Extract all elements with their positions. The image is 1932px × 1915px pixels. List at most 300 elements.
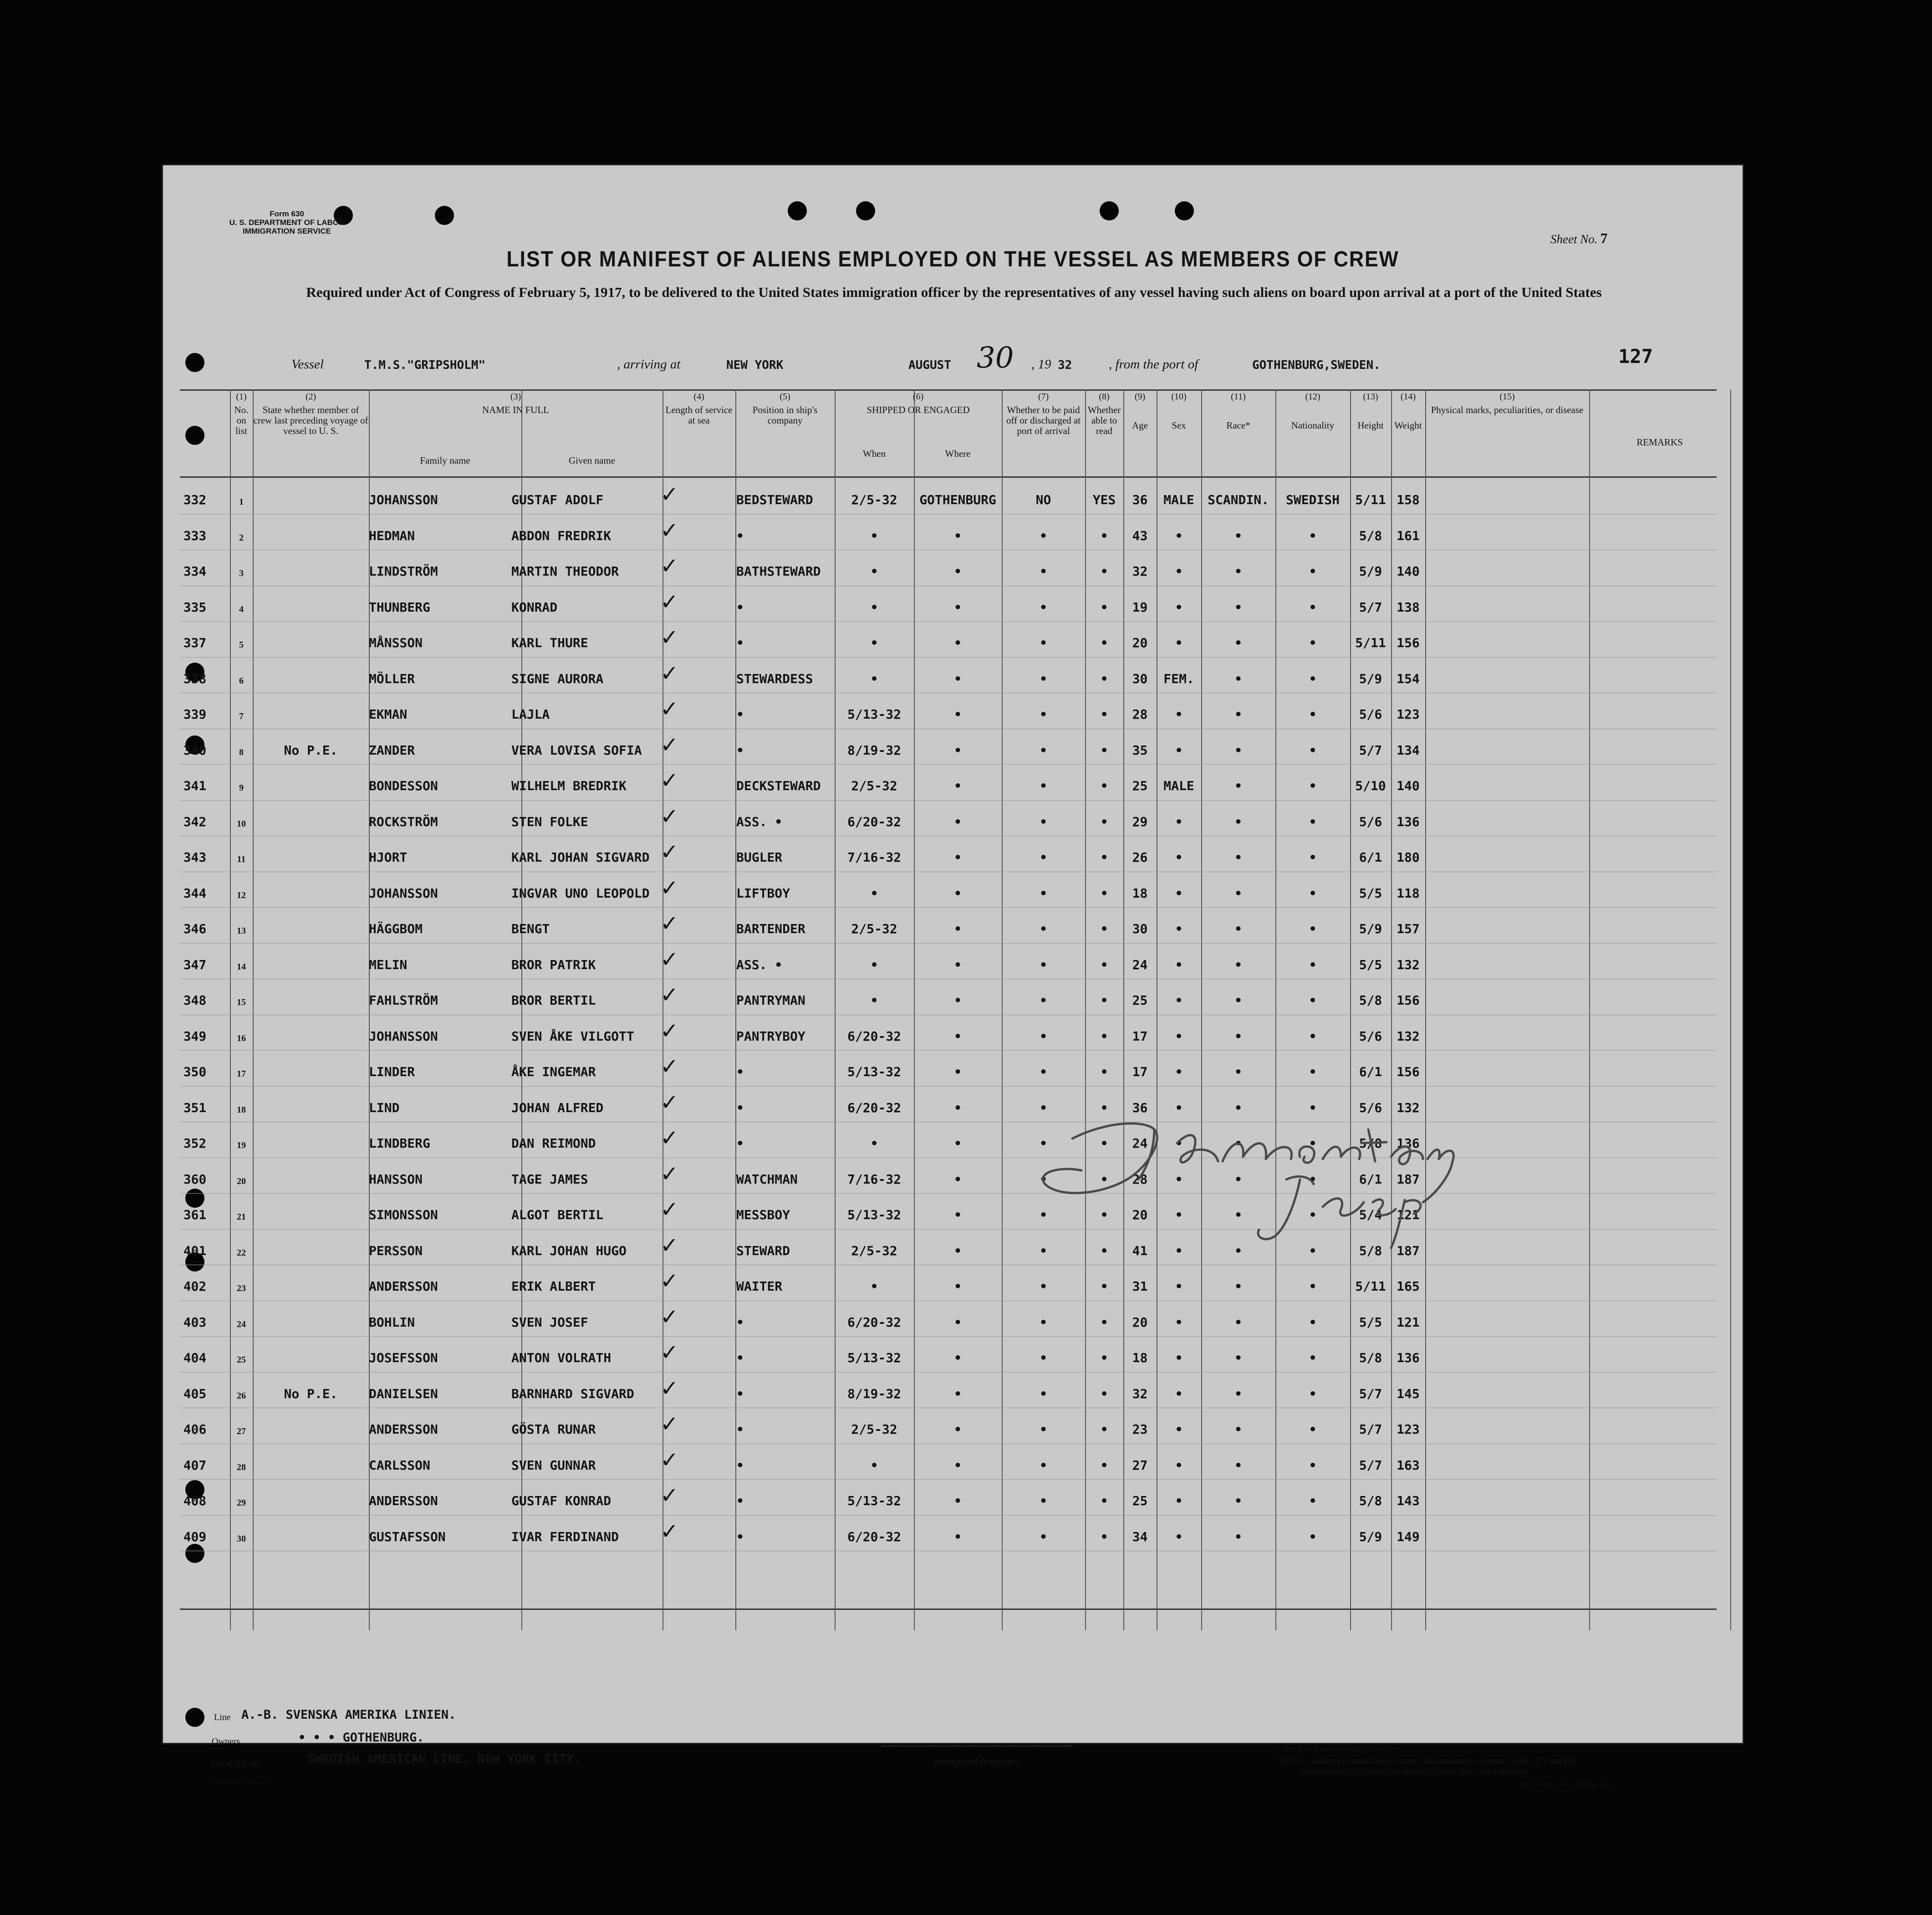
nationality: • bbox=[1309, 707, 1317, 722]
family-name: ZANDER bbox=[369, 742, 415, 758]
col-header-age: (9) Age bbox=[1132, 392, 1148, 431]
shipped-where: GOTHENBURG bbox=[919, 492, 996, 507]
given-name: MARTIN THEODOR bbox=[511, 564, 619, 579]
shipped-where: • bbox=[954, 635, 962, 650]
nationality: • bbox=[1309, 1350, 1317, 1365]
age: 20 bbox=[1132, 635, 1148, 650]
age: 19 bbox=[1132, 599, 1148, 615]
paid-off: • bbox=[1040, 528, 1047, 543]
shipped-when: • bbox=[870, 528, 878, 543]
manifest-ref: 352 bbox=[183, 1136, 207, 1151]
paid-off: • bbox=[1040, 1243, 1047, 1258]
given-name: WILHELM BREDRIK bbox=[511, 778, 627, 793]
race: • bbox=[1234, 564, 1242, 579]
row-number: 7 bbox=[239, 711, 244, 721]
shipped-where: • bbox=[954, 1457, 962, 1473]
height: 5/9 bbox=[1359, 921, 1382, 936]
age: 17 bbox=[1132, 1064, 1148, 1079]
service-check-mark: ✓ bbox=[660, 946, 679, 972]
manifest-ref: 346 bbox=[183, 921, 207, 936]
shipped-where: • bbox=[954, 1493, 962, 1508]
position: ASS. • bbox=[736, 957, 783, 972]
paid-off: • bbox=[1040, 742, 1047, 758]
row-number: 2 bbox=[239, 532, 244, 543]
shipped-where: • bbox=[954, 599, 962, 615]
sex: • bbox=[1175, 1243, 1183, 1258]
shipped-when: 6/20-32 bbox=[847, 1100, 901, 1115]
penalty-note-cont: is punishable by a fine of ten dollars for each alien. See other side. bbox=[1300, 1767, 1530, 1777]
row-number: 23 bbox=[237, 1283, 246, 1293]
age: 20 bbox=[1132, 1207, 1148, 1222]
given-name: GUSTAF ADOLF bbox=[511, 492, 604, 507]
age: 31 bbox=[1132, 1279, 1148, 1294]
row-number: 19 bbox=[237, 1140, 246, 1150]
table-row bbox=[162, 764, 1744, 800]
weight: 145 bbox=[1397, 1386, 1420, 1401]
shipped-when: • bbox=[870, 671, 878, 686]
table-row bbox=[162, 550, 1744, 585]
row-number: 17 bbox=[237, 1069, 246, 1079]
race: • bbox=[1234, 850, 1242, 865]
shipped-where: • bbox=[954, 671, 962, 686]
shipped-where: • bbox=[954, 707, 962, 722]
form-code: Form. S. A. L. 116 n. 10000 ex. okt. 31. bbox=[1519, 1781, 1621, 1788]
line-value: A.-B. SVENSKA AMERIKA LINIEN. bbox=[241, 1708, 456, 1722]
row-number: 18 bbox=[237, 1104, 246, 1115]
sex: FEM. bbox=[1163, 671, 1194, 686]
table-row bbox=[162, 1444, 1744, 1479]
table-row bbox=[162, 907, 1744, 943]
able-to-read: • bbox=[1100, 1314, 1108, 1330]
height: 5/7 bbox=[1359, 1422, 1382, 1437]
service-check-mark: ✓ bbox=[660, 732, 679, 758]
position: MESSBOY bbox=[736, 1207, 790, 1222]
shipped-where: • bbox=[954, 1136, 962, 1151]
col-header-when: When bbox=[862, 448, 886, 459]
form-identifier: Form 630 U. S. DEPARTMENT OF LABOR IMMIGRATION SERVICE bbox=[229, 209, 345, 235]
owners-value: • • • GOTHENBURG. bbox=[298, 1731, 424, 1745]
race: • bbox=[1234, 921, 1242, 936]
position: PANTRYMAN bbox=[736, 993, 805, 1008]
nationality: • bbox=[1309, 1314, 1317, 1330]
punch-hole bbox=[1100, 201, 1119, 220]
table-row bbox=[162, 621, 1744, 657]
punch-hole bbox=[185, 426, 204, 445]
service-check-mark: ✓ bbox=[660, 553, 679, 579]
col-header-position: (5) Position in ship's company bbox=[752, 392, 818, 426]
position: • bbox=[736, 1100, 744, 1115]
shipped-where: • bbox=[954, 1314, 962, 1330]
arrival-day: 30 bbox=[977, 341, 1014, 375]
race: • bbox=[1234, 993, 1242, 1008]
row-number: 1 bbox=[239, 497, 244, 507]
manifest-ref: 337 bbox=[183, 635, 207, 650]
shipped-where: • bbox=[954, 1028, 962, 1044]
paid-off: • bbox=[1040, 778, 1047, 793]
race: • bbox=[1234, 1314, 1242, 1330]
row-number: 4 bbox=[239, 604, 244, 614]
height: 5/8 bbox=[1359, 528, 1382, 543]
service-check-mark: ✓ bbox=[660, 911, 679, 936]
able-to-read: • bbox=[1100, 528, 1108, 543]
family-name: LINDER bbox=[369, 1064, 415, 1079]
able-to-read: • bbox=[1100, 1422, 1108, 1437]
able-to-read: • bbox=[1100, 850, 1108, 865]
table-row bbox=[162, 1265, 1744, 1300]
position: • bbox=[736, 1350, 744, 1365]
header-rule bbox=[180, 389, 1717, 391]
row-number: 8 bbox=[239, 747, 244, 757]
row-number: 14 bbox=[237, 961, 246, 972]
race: • bbox=[1234, 1207, 1242, 1222]
nationality: • bbox=[1309, 599, 1317, 615]
able-to-read: • bbox=[1100, 1243, 1108, 1258]
manifest-ref: 407 bbox=[183, 1457, 207, 1473]
weight: 138 bbox=[1397, 599, 1420, 615]
races-note: * See list of races on back hereof. bbox=[1277, 1745, 1394, 1754]
family-name: DANIELSEN bbox=[369, 1386, 438, 1401]
table-row bbox=[162, 836, 1744, 871]
paid-off: • bbox=[1040, 885, 1047, 901]
race: • bbox=[1234, 599, 1242, 615]
paid-off: • bbox=[1040, 1422, 1047, 1437]
age: 34 bbox=[1132, 1529, 1148, 1544]
able-to-read: • bbox=[1100, 671, 1108, 686]
given-name: KARL JOHAN HUGO bbox=[511, 1243, 627, 1258]
nationality: • bbox=[1309, 1207, 1317, 1222]
weight: 161 bbox=[1397, 528, 1420, 543]
given-name: JOHAN ALFRED bbox=[511, 1100, 604, 1115]
shipped-where: • bbox=[954, 528, 962, 543]
race: • bbox=[1234, 1064, 1242, 1079]
race: • bbox=[1234, 1028, 1242, 1044]
age: 36 bbox=[1132, 492, 1148, 507]
position: • bbox=[736, 528, 744, 543]
header-rule bbox=[180, 476, 1717, 478]
weight: 132 bbox=[1397, 1028, 1420, 1044]
race: • bbox=[1234, 885, 1242, 901]
col-header-weight: (14) Weight bbox=[1394, 392, 1422, 431]
service-check-mark: ✓ bbox=[660, 982, 679, 1008]
row-number: 12 bbox=[237, 890, 246, 900]
row-number: 10 bbox=[237, 818, 246, 829]
race: • bbox=[1234, 778, 1242, 793]
age: 24 bbox=[1132, 957, 1148, 972]
given-name: TAGE JAMES bbox=[511, 1171, 588, 1187]
given-name: SVEN GUNNAR bbox=[511, 1457, 596, 1473]
col-header-number: (1) No. on list bbox=[234, 392, 249, 436]
shipped-where: • bbox=[954, 921, 962, 936]
sex: • bbox=[1175, 1493, 1183, 1508]
sheet-number-label: Sheet No. bbox=[1550, 232, 1598, 246]
shipped-where: • bbox=[954, 1207, 962, 1222]
service-check-mark: ✓ bbox=[660, 1340, 679, 1365]
race: • bbox=[1234, 742, 1242, 758]
height: 5/8 bbox=[1359, 1243, 1382, 1258]
position: LIFTBOY bbox=[736, 885, 790, 901]
age: 41 bbox=[1132, 1243, 1148, 1258]
position: • bbox=[736, 1386, 744, 1401]
weight: 140 bbox=[1397, 778, 1420, 793]
sex: • bbox=[1175, 707, 1183, 722]
given-name: ALGOT BERTIL bbox=[511, 1207, 604, 1222]
sex: MALE bbox=[1163, 778, 1194, 793]
shipped-where: • bbox=[954, 1064, 962, 1079]
col-header-remarks: REMARKS bbox=[1636, 437, 1683, 448]
row-number: 27 bbox=[237, 1426, 246, 1436]
service-check-mark: ✓ bbox=[660, 1161, 679, 1187]
row-number: 20 bbox=[237, 1176, 246, 1186]
given-name: IVAR FERDINAND bbox=[511, 1529, 619, 1544]
paid-off: • bbox=[1040, 707, 1047, 722]
weight: 123 bbox=[1397, 1422, 1420, 1437]
height: 5/6 bbox=[1359, 814, 1382, 829]
page-title: LIST OR MANIFEST OF ALIENS EMPLOYED ON THE VESSEL AS MEMBERS OF CREW bbox=[506, 247, 1399, 271]
service-check-mark: ✓ bbox=[660, 1089, 679, 1115]
table-row bbox=[162, 1015, 1744, 1050]
sex: • bbox=[1175, 1422, 1183, 1437]
race: • bbox=[1234, 1350, 1242, 1365]
able-to-read: • bbox=[1100, 993, 1108, 1008]
vessel-line bbox=[162, 341, 1744, 376]
col-header-name: (3) NAME IN FULL bbox=[482, 392, 549, 415]
given-name: DAN REIMOND bbox=[511, 1136, 596, 1151]
weight: 121 bbox=[1397, 1207, 1420, 1222]
given-name: BENGT bbox=[511, 921, 550, 936]
family-name: JOHANSSON bbox=[369, 492, 438, 507]
sex: • bbox=[1175, 1279, 1183, 1294]
table-row bbox=[162, 586, 1744, 621]
shipped-when: 5/13-32 bbox=[847, 707, 901, 722]
paid-off: • bbox=[1040, 850, 1047, 865]
nationality: • bbox=[1309, 1028, 1317, 1044]
position: • bbox=[736, 742, 744, 758]
service-check-mark: ✓ bbox=[660, 768, 679, 793]
able-to-read: • bbox=[1100, 885, 1108, 901]
col-header-read: (8) Whether able to read bbox=[1087, 392, 1121, 436]
height: 5/7 bbox=[1359, 1457, 1382, 1473]
height: 5/5 bbox=[1359, 1314, 1382, 1330]
sheet-number bbox=[1550, 230, 1607, 247]
age: 25 bbox=[1132, 1493, 1148, 1508]
shipped-where: • bbox=[954, 1386, 962, 1401]
family-name: BONDESSON bbox=[369, 778, 438, 793]
shipped-when: • bbox=[870, 564, 878, 579]
previous-voyage: No P.E. bbox=[284, 1386, 338, 1401]
manifest-ref: 333 bbox=[183, 528, 207, 543]
manifest-ref: 402 bbox=[183, 1279, 207, 1294]
weight: 156 bbox=[1397, 1064, 1420, 1079]
shipped-when: 6/20-32 bbox=[847, 1529, 901, 1544]
penalty-note: NOTE.—Failure to furnish full or correct information in columns (3), (6), (7), and (8) bbox=[1277, 1756, 1575, 1766]
age: 36 bbox=[1132, 1100, 1148, 1115]
weight: 121 bbox=[1397, 1314, 1420, 1330]
able-to-read: • bbox=[1100, 742, 1108, 758]
manifest-ref: 404 bbox=[183, 1350, 207, 1365]
nationality: • bbox=[1309, 1457, 1317, 1473]
given-name: ÅKE INGEMAR bbox=[511, 1064, 596, 1079]
table-row bbox=[162, 1158, 1744, 1193]
manifest-ref: 341 bbox=[183, 778, 207, 793]
nationality: • bbox=[1309, 778, 1317, 793]
nationality: • bbox=[1309, 1279, 1317, 1294]
height: 5/9 bbox=[1359, 1529, 1382, 1544]
age: 23 bbox=[1132, 1422, 1148, 1437]
height: 5/8 bbox=[1359, 1350, 1382, 1365]
able-to-read: • bbox=[1100, 1386, 1108, 1401]
manifest-ref: 334 bbox=[183, 564, 207, 579]
inspector-signature bbox=[1040, 1111, 1487, 1250]
sex: • bbox=[1175, 742, 1183, 758]
position: BUGLER bbox=[736, 850, 783, 865]
shipped-when: 5/13-32 bbox=[847, 1493, 901, 1508]
family-name: HÄGGBOM bbox=[369, 921, 423, 936]
height: 5/7 bbox=[1359, 1386, 1382, 1401]
sex: • bbox=[1175, 599, 1183, 615]
shipped-when: • bbox=[870, 1457, 878, 1473]
departure-port: GOTHENBURG,SWEDEN. bbox=[1252, 358, 1381, 372]
height: 5/7 bbox=[1359, 742, 1382, 758]
position: PANTRYBOY bbox=[736, 1028, 805, 1044]
race: • bbox=[1234, 1386, 1242, 1401]
manifest-ref: 347 bbox=[183, 957, 207, 972]
shipped-when: 6/20-32 bbox=[847, 1314, 901, 1330]
table-row bbox=[162, 729, 1744, 764]
age: 29 bbox=[1132, 814, 1148, 829]
family-name: FAHLSTRÖM bbox=[369, 993, 438, 1008]
position: • bbox=[736, 707, 744, 722]
able-to-read: • bbox=[1100, 957, 1108, 972]
manifest-ref: 344 bbox=[183, 885, 207, 901]
nationality: • bbox=[1309, 742, 1317, 758]
position: STEWARDESS bbox=[736, 671, 813, 686]
nationality: • bbox=[1309, 1386, 1317, 1401]
row-number: 16 bbox=[237, 1033, 246, 1043]
page-subtitle: Required under Act of Congress of February 5, 1917, to be delivered to the United States immigration officer by the representatives of any vessel having such aliens on board upon arrival at a port of the United States bbox=[306, 284, 1602, 300]
shipped-where: • bbox=[954, 814, 962, 829]
able-to-read: • bbox=[1100, 814, 1108, 829]
printer-mark: CENTRALTR.,S.ERICSON bbox=[212, 1781, 269, 1786]
age: 24 bbox=[1132, 1136, 1148, 1151]
service-check-mark: ✓ bbox=[660, 517, 679, 543]
sex: • bbox=[1175, 635, 1183, 650]
manifest-footer bbox=[162, 1633, 1744, 1788]
position: • bbox=[736, 599, 744, 615]
table-row bbox=[162, 1515, 1744, 1551]
paid-off: • bbox=[1040, 1171, 1047, 1187]
table-row bbox=[162, 1336, 1744, 1372]
age: 25 bbox=[1132, 993, 1148, 1008]
manifest-ref: 349 bbox=[183, 1028, 207, 1044]
paid-off: • bbox=[1040, 957, 1047, 972]
sex: • bbox=[1175, 1457, 1183, 1473]
paid-off: • bbox=[1040, 1386, 1047, 1401]
able-to-read: • bbox=[1100, 1457, 1108, 1473]
manifest-ref: 343 bbox=[183, 850, 207, 865]
row-number: 5 bbox=[239, 640, 244, 650]
table-row bbox=[162, 1122, 1744, 1157]
weight: 136 bbox=[1397, 1350, 1420, 1365]
weight: 140 bbox=[1397, 564, 1420, 579]
manifest-ref: 350 bbox=[183, 1064, 207, 1079]
given-name: BROR PATRIK bbox=[511, 957, 596, 972]
inspector-label: Immigrant Inspector. bbox=[933, 1756, 1021, 1767]
height: 5/6 bbox=[1359, 1028, 1382, 1044]
height: 5/10 bbox=[1355, 778, 1386, 793]
age: 32 bbox=[1132, 1386, 1148, 1401]
punch-hole bbox=[1175, 201, 1194, 220]
service-check-mark: ✓ bbox=[660, 482, 679, 507]
position: DECKSTEWARD bbox=[736, 778, 821, 793]
able-to-read: • bbox=[1100, 1100, 1108, 1115]
family-name: MELIN bbox=[369, 957, 408, 972]
shipped-when: 2/5-32 bbox=[851, 921, 897, 936]
able-to-read: • bbox=[1100, 1279, 1108, 1294]
punch-hole bbox=[788, 201, 807, 220]
weight: 136 bbox=[1397, 1136, 1420, 1151]
service-check-mark: ✓ bbox=[660, 1411, 679, 1437]
agents-value: SWEDISH AMERICAN LINE, NEW YORK CITY. bbox=[307, 1752, 581, 1766]
table-row bbox=[162, 1301, 1744, 1336]
weight: 143 bbox=[1397, 1493, 1420, 1508]
height: 5/6 bbox=[1359, 1100, 1382, 1115]
paid-off: • bbox=[1040, 993, 1047, 1008]
col-header-height: (13) Height bbox=[1357, 392, 1384, 431]
shipped-where: • bbox=[954, 1350, 962, 1365]
family-name: JOSEFSSON bbox=[369, 1350, 438, 1365]
given-name: KONRAD bbox=[511, 599, 558, 615]
table-row bbox=[162, 1372, 1744, 1408]
nationality: • bbox=[1309, 671, 1317, 686]
race: • bbox=[1234, 635, 1242, 650]
nationality: • bbox=[1309, 1493, 1317, 1508]
service-check-mark: ✓ bbox=[660, 696, 679, 722]
sex: • bbox=[1175, 1350, 1183, 1365]
position: ASS. • bbox=[736, 814, 783, 829]
paid-off: • bbox=[1040, 671, 1047, 686]
col-header-where: Where bbox=[945, 448, 971, 459]
given-name: LAJLA bbox=[511, 707, 550, 722]
table-row bbox=[162, 1193, 1744, 1229]
shipped-when: 5/13-32 bbox=[847, 1350, 901, 1365]
previous-voyage: No P.E. bbox=[284, 742, 338, 758]
height: 5/11 bbox=[1355, 635, 1386, 650]
table-row bbox=[162, 979, 1744, 1014]
manifest-ref: 338 bbox=[183, 671, 207, 686]
family-name: LINDBERG bbox=[369, 1136, 430, 1151]
sex: • bbox=[1175, 1314, 1183, 1330]
line-label: Line bbox=[214, 1712, 231, 1722]
paid-off: • bbox=[1040, 635, 1047, 650]
race: • bbox=[1234, 1422, 1242, 1437]
able-to-read: • bbox=[1100, 1171, 1108, 1187]
service-check-mark: ✓ bbox=[660, 1268, 679, 1294]
family-name: ANDERSSON bbox=[369, 1493, 438, 1508]
given-name: ANTON VOLRATH bbox=[511, 1350, 612, 1365]
position: • bbox=[736, 1422, 744, 1437]
height: 5/6 bbox=[1359, 707, 1382, 722]
sex: • bbox=[1175, 814, 1183, 829]
shipped-when: • bbox=[870, 885, 878, 901]
shipped-when: 5/13-32 bbox=[847, 1064, 901, 1079]
race: • bbox=[1234, 1493, 1242, 1508]
able-to-read: • bbox=[1100, 1350, 1108, 1365]
family-name: HEDMAN bbox=[369, 528, 415, 543]
shipped-where: • bbox=[954, 850, 962, 865]
row-number: 15 bbox=[237, 997, 246, 1007]
shipped-when: 8/19-32 bbox=[847, 1386, 901, 1401]
nationality: • bbox=[1309, 1243, 1317, 1258]
